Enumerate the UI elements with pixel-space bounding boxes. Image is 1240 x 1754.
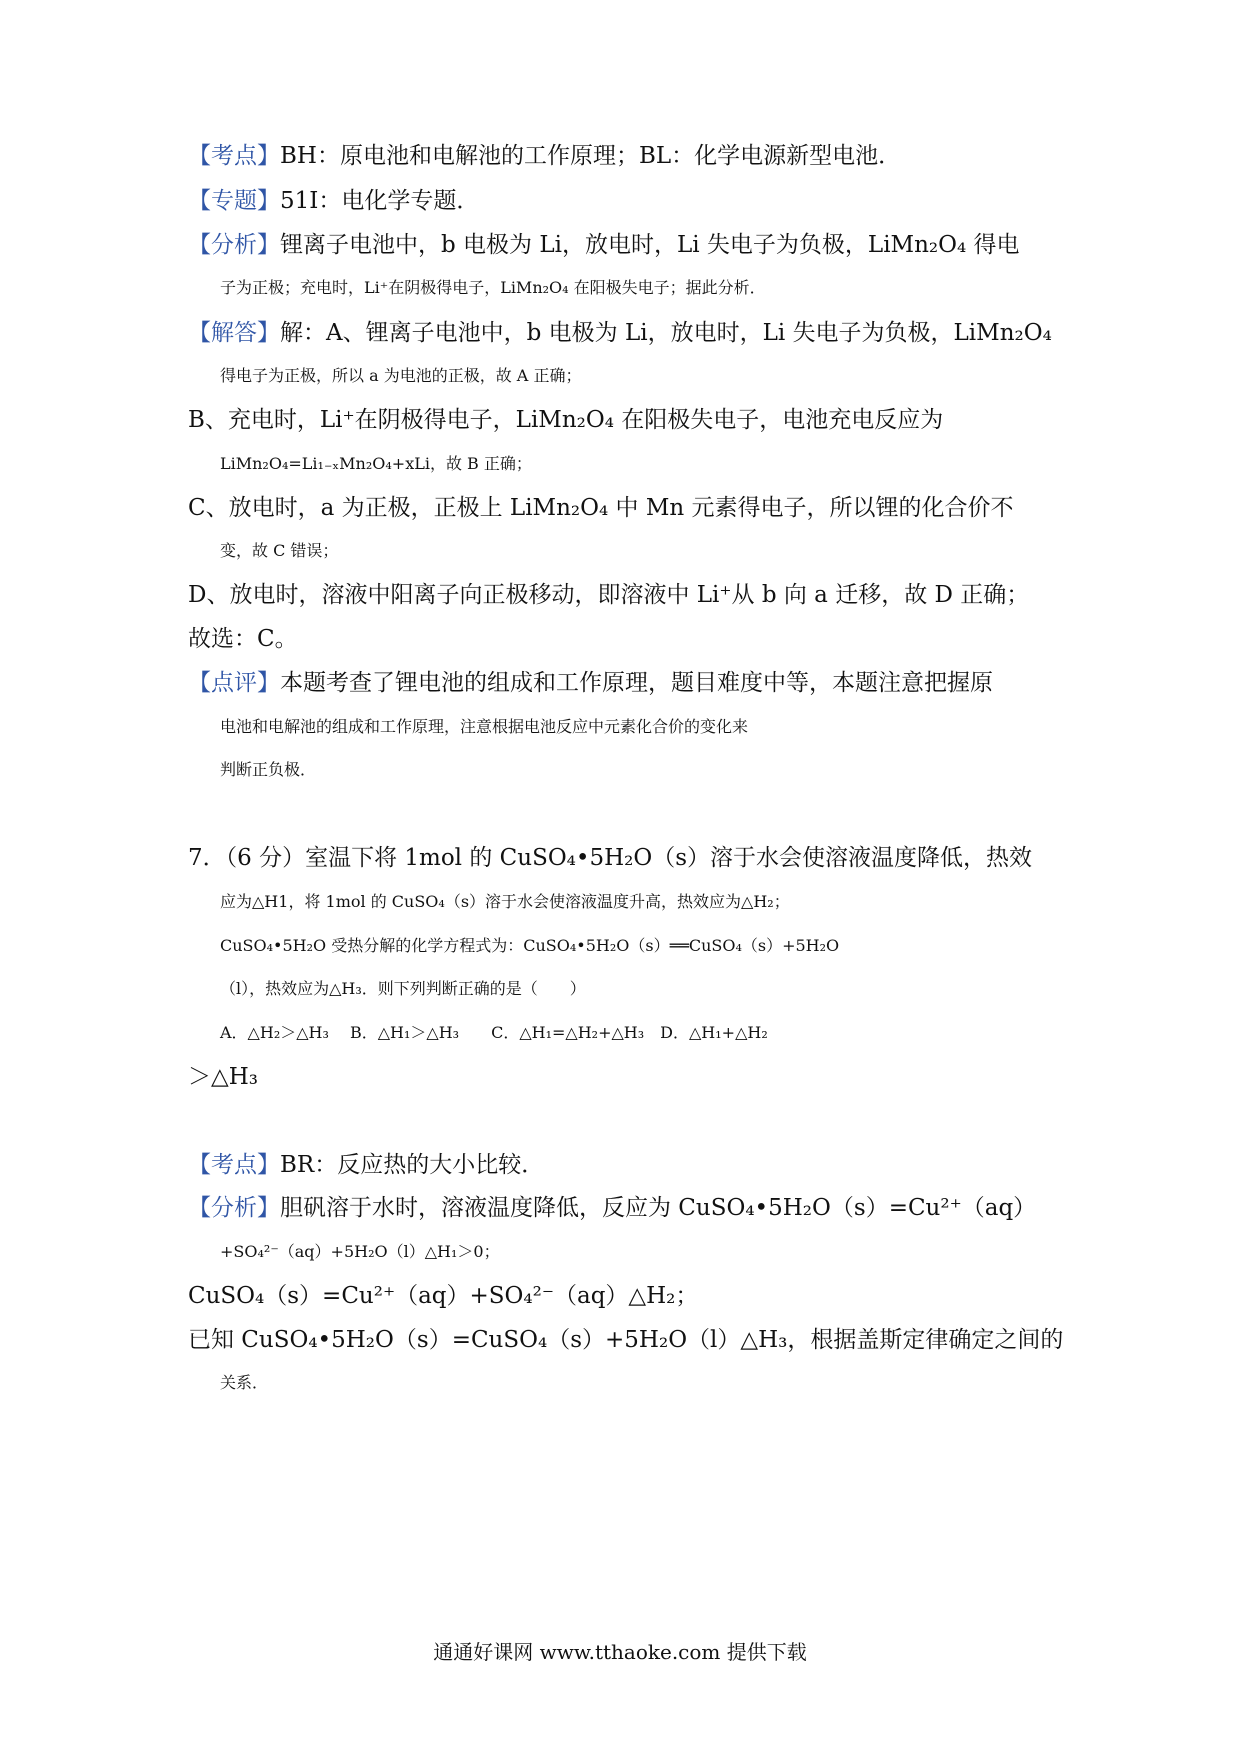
q7-options: A．△H₂＞△H₃ B．△H₁＞△H₃ C．△H₁=△H₂+△H₃ D．△H₁+△H₂ xyxy=(220,1023,768,1042)
kaodian-text: BR：反应热的大小比较． xyxy=(280,1152,545,1178)
sol6-dianping xyxy=(188,668,1068,698)
fenxi-text: 胆矾溶于水时，溶液温度降低，反应为 CuSO₄•5H₂O（s）=Cu²⁺（aq） xyxy=(280,1195,1037,1221)
sol6-fenxi xyxy=(188,230,1068,260)
sol7-fenxi-cont: +SO₄²⁻（aq）+5H₂O（l）△H₁＞0； xyxy=(220,1242,500,1261)
q7-stem-4: （l），热效应为△H₃．则下列判断正确的是（ ） xyxy=(220,979,586,998)
sol6-jieda-cont: 得电子为正极，所以 a 为电池的正极，故 A 正确； xyxy=(220,366,582,385)
zhuanti-tag: 【专题】 xyxy=(188,188,280,214)
fenxi-tag: 【分析】 xyxy=(188,232,280,258)
kaodian-tag: 【考点】 xyxy=(188,143,280,169)
sol7-line-4: 已知 CuSO₄•5H₂O（s）=CuSO₄（s）+5H₂O（l）△H₃，根据盖斯定律确定之间的 xyxy=(188,1327,1064,1353)
sol7-line-5: 关系． xyxy=(220,1373,269,1392)
dianping-text: 本题考查了锂电池的组成和工作原理，题目难度中等，本题注意把握原 xyxy=(280,670,993,696)
fenxi-text: 锂离子电池中，b 电极为 Li，放电时，Li 失电子为负极，LiMn₂O₄ 得电 xyxy=(280,232,1020,258)
sol6-option-c-cont: 变，故 C 错误； xyxy=(220,541,339,560)
kaodian-text: BH：原电池和电解池的工作原理；BL：化学电源新型电池． xyxy=(280,143,902,169)
jieda-tag: 【解答】 xyxy=(188,320,280,346)
fenxi-tag: 【分析】 xyxy=(188,1195,280,1221)
sol6-jieda xyxy=(188,318,1068,348)
sol7-line-3: CuSO₄（s）=Cu²⁺（aq）+SO₄²⁻（aq）△H₂； xyxy=(188,1283,699,1309)
sol6-dianping-cont-2: 判断正负极． xyxy=(220,760,317,779)
sol7-fenxi xyxy=(188,1193,1068,1223)
sol6-option-d: D、放电时，溶液中阳离子向正极移动，即溶液中 Li⁺从 b 向 a 迁移，故 D 正确； xyxy=(188,582,1030,608)
q7-stem-3: CuSO₄•5H₂O 受热分解的化学方程式为：CuSO₄•5H₂O（s）══CuSO₄（s）+5H₂O xyxy=(220,936,840,955)
sol6-option-c: C、放电时，a 为正极，正极上 LiMn₂O₄ 中 Mn 元素得电子，所以锂的化合价不 xyxy=(188,495,1014,521)
sol6-dianping-cont-1: 电池和电解池的组成和工作原理，注意根据电池反应中元素化合价的变化来 xyxy=(220,717,749,736)
kaodian-tag: 【考点】 xyxy=(188,1152,280,1178)
q7-stem-2: 应为△H1，将 1mol 的 CuSO₄（s）溶于水会使溶液温度升高，热效应为△H₂； xyxy=(220,892,790,911)
sol6-fenxi-cont: 子为正极；充电时，Li⁺在阴极得电子，LiMn₂O₄ 在阳极失电子；据此分析． xyxy=(220,278,766,297)
zhuanti-text: 51I：电化学专题． xyxy=(280,188,480,214)
sol7-kaodian xyxy=(188,1150,1068,1180)
sol6-answer: 故选：C。 xyxy=(188,626,298,652)
sol6-option-b: B、充电时，Li⁺在阴极得电子，LiMn₂O₄ 在阳极失电子，电池充电反应为 xyxy=(188,407,944,433)
page-footer: 通通好课网 www.tthaoke.com 提供下载 xyxy=(433,1640,807,1664)
jieda-text: 解：A、锂离子电池中，b 电极为 Li，放电时，Li 失电子为负极，LiMn₂O₄ xyxy=(280,320,1052,346)
dianping-tag: 【点评】 xyxy=(188,670,280,696)
sol6-kaodian xyxy=(188,141,1068,171)
q7-options-cont: ＞△H₃ xyxy=(188,1064,258,1090)
sol6-option-b-cont: LiMn₂O₄=Li₁₋ₓMn₂O₄+xLi，故 B 正确； xyxy=(220,454,532,473)
sol6-zhuanti xyxy=(188,186,1068,216)
q7-stem: 7．（6 分）室温下将 1mol 的 CuSO₄•5H₂O（s）溶于水会使溶液温度降低，热效 xyxy=(188,845,1033,871)
